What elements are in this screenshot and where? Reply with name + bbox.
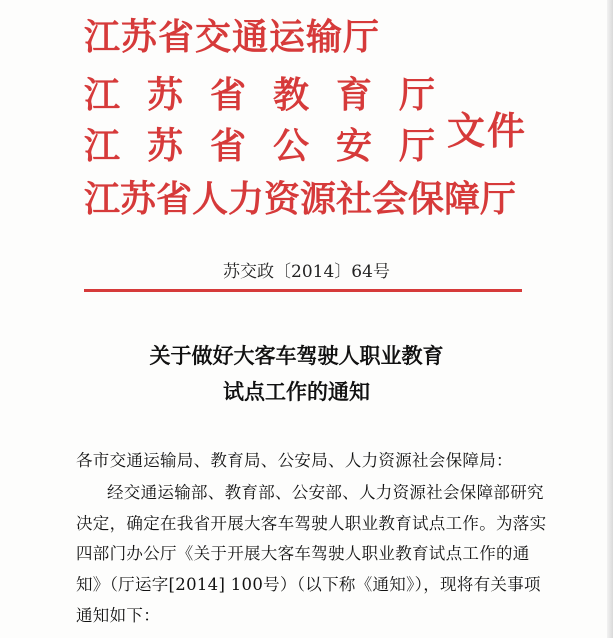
body-line: 四部门办公厅《关于开展大客车驾驶人职业教育试点工作的通 [76,544,530,563]
salutation: 各市交通运输局、教育局、公安局、人力资源社会保障局： [76,451,513,470]
body-line: 经交通运输部、教育部、公安部、人力资源社会保障部研究 [107,483,544,502]
body-line: 决定，确定在我省开展大客车驾驶人职业教育试点工作。为落实 [76,514,547,533]
issuer-hr-social-security-dept: 江苏省人力资源社会保障厅 [84,179,517,220]
red-separator-line [84,289,522,292]
issuer-public-security-dept: 江苏省公安厅 [84,126,463,167]
document-type-label: 文件 [447,109,528,153]
notice-title-line-2: 试点工作的通知 [223,380,370,404]
issuer-education-dept: 江苏省教育厅 [84,75,463,116]
page-edge-shadow [607,0,613,638]
body-line: 知》（厅运字[2014] 100号）（以下称《通知》），现将有关事项 [76,575,541,594]
issuer-transport-dept: 江苏省交通运输厅 [84,17,381,58]
document-number: 苏交政〔2014〕64号 [223,262,390,282]
body-line: 通知如下： [76,606,160,625]
notice-title-line-1: 关于做好大客车驾驶人职业教育 [149,344,444,368]
